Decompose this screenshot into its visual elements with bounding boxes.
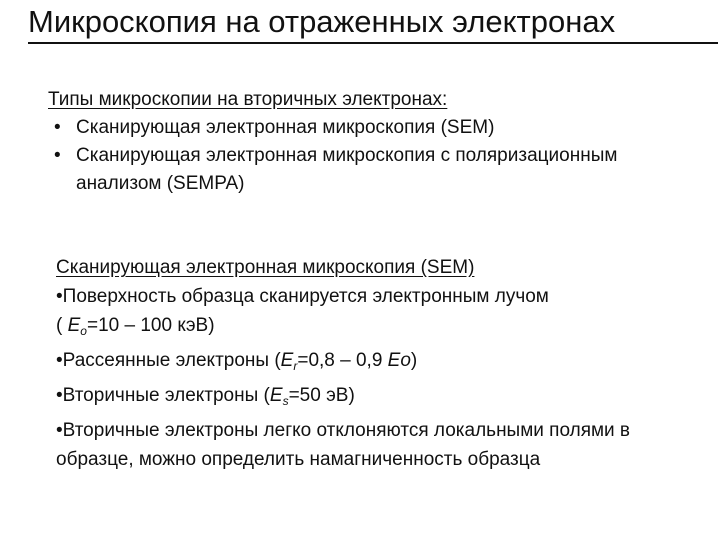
bullet-icon: • [54,145,61,166]
energy-reference: Eo [387,350,411,371]
energy-value: =10 – 100 кэВ) [86,315,215,336]
list-item [48,114,708,142]
sem-heading: Сканирующая электронная микроскопия (SEM) [56,257,475,278]
microscopy-types-list [48,114,708,198]
sem-point-deflection [56,416,696,474]
sem-point-energy-range [56,311,696,346]
sem-section [56,253,696,474]
bullet-icon: • [56,350,63,371]
point-text: Рассеянные электроны ( [62,350,281,371]
list-item [48,142,708,198]
point-text: Поверхность образца сканируется электронным лучом [62,286,549,307]
point-text: Вторичные электроны легко отклоняются локальными полями в образце, можно определить намагниченность образца [56,420,631,470]
sem-point-secondary [56,381,696,416]
secondary-electron-types-section [48,86,708,198]
bullet-icon: • [56,286,63,307]
list-item-text: Сканирующая электронная микроскопия с поляризационным анализом (SEMPA) [76,145,618,194]
paren-open: ( [56,315,68,336]
energy-symbol: E [280,350,294,371]
bullet-icon: • [56,420,63,441]
energy-subscript: r [293,359,298,373]
energy-value: =50 эВ) [288,385,355,406]
bullet-icon: • [56,385,63,406]
list-item-text: Сканирующая электронная микроскопия (SEM) [76,117,495,138]
energy-symbol: E [67,315,81,336]
sem-point-scattered [56,346,696,381]
energy-subscript: o [80,324,87,338]
energy-symbol: E [269,385,283,406]
paren-close: ) [410,350,418,371]
energy-subscript: s [282,394,289,408]
slide-title: Микроскопия на отраженных электронах [28,2,718,44]
bullet-icon: • [54,117,61,138]
section-heading: Типы микроскопии на вторичных электронах: [48,89,448,110]
point-text: Вторичные электроны ( [62,385,270,406]
energy-value: =0,8 – 0,9 [297,350,388,371]
sem-point-scanning [56,282,696,311]
